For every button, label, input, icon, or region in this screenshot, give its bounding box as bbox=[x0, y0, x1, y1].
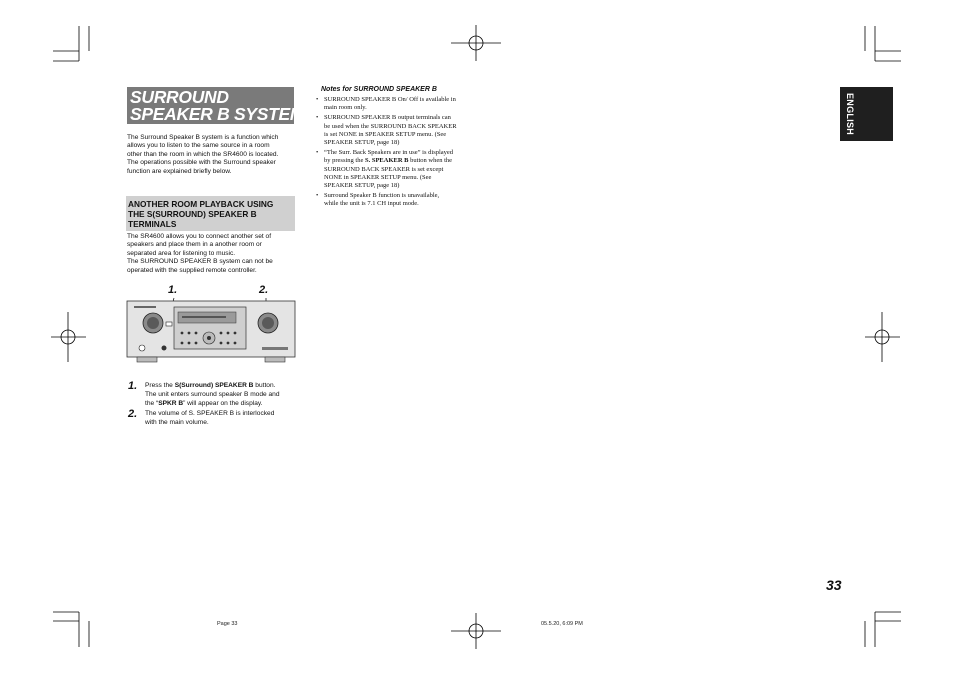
receiver-foot-right bbox=[265, 357, 285, 362]
note-item bbox=[316, 192, 476, 208]
language-tab bbox=[840, 87, 893, 141]
note-item bbox=[316, 96, 476, 112]
step-1-text bbox=[145, 381, 295, 408]
note-line: be used when the SURROUND BACK SPEAKER bbox=[324, 122, 457, 130]
section-paragraph bbox=[127, 233, 295, 275]
step-2-line: with the main volume. bbox=[145, 419, 209, 426]
step-2-line: The volume of S. SPEAKER B is interlocked bbox=[145, 410, 275, 417]
paragraph-line: The SURROUND SPEAKER B system can not be bbox=[127, 258, 273, 266]
step-1-line bbox=[145, 381, 295, 390]
note-button-name: S. SPEAKER B bbox=[364, 157, 409, 165]
page-number: 33 bbox=[826, 577, 842, 593]
note-line: is set NONE in SPEAKER SETUP menu. (See bbox=[324, 130, 447, 138]
step-1-number: 1. bbox=[128, 380, 138, 392]
step-1-prefix: Press the bbox=[145, 382, 175, 389]
title-line-1: SURROUND bbox=[130, 87, 229, 107]
note-line: SPEAKER SETUP, page 18) bbox=[324, 182, 400, 190]
page-title bbox=[127, 87, 305, 124]
notes-list bbox=[316, 96, 476, 211]
intro-line: The Surround Speaker B system is a function which bbox=[127, 134, 279, 141]
note-line: • SURROUND SPEAKER B On/ Off is available in bbox=[324, 96, 456, 103]
section-heading bbox=[126, 196, 295, 231]
step-1-line bbox=[145, 399, 295, 408]
footer-timestamp: 05.5.20, 6:09 PM bbox=[541, 621, 583, 627]
format-logos bbox=[262, 347, 288, 350]
receiver-foot-left bbox=[137, 357, 157, 362]
paragraph-line: operated with the supplied remote controller. bbox=[127, 266, 257, 274]
note-line: • “The Surr. Back Speakers are in use” is displayed bbox=[324, 149, 454, 157]
step-1-line: The unit enters surround speaker B mode and bbox=[145, 391, 280, 398]
note-line bbox=[324, 157, 476, 165]
note-line: SPEAKER SETUP, page 18) bbox=[324, 139, 400, 147]
section-heading-line: THE S(SURROUND) SPEAKER B bbox=[128, 209, 257, 219]
paragraph-line: separated area for listening to music. bbox=[127, 249, 236, 257]
step-1-suffix: ” will appear on the display. bbox=[183, 400, 263, 407]
step-1-suffix: button. bbox=[253, 382, 276, 389]
note-item bbox=[316, 149, 476, 190]
note-line: • Surround Speaker B function is unavailable, bbox=[324, 192, 440, 200]
note-line: while the unit is 7.1 CH input mode. bbox=[324, 200, 419, 208]
intro-line: allows you to listen to the same source in a room bbox=[127, 142, 270, 150]
note-suffix: button when the bbox=[408, 157, 453, 165]
language-tab-label: ENGLISH bbox=[845, 92, 855, 136]
notes-heading: Notes for SURROUND SPEAKER B bbox=[321, 86, 437, 93]
footer-page-label: Page 33 bbox=[217, 621, 238, 627]
intro-line: The operations possible with the Surround speaker bbox=[127, 159, 276, 167]
note-line: NONE in SPEAKER SETUP menu. (See bbox=[324, 173, 432, 181]
cursor-pad-center bbox=[207, 336, 211, 340]
power-button bbox=[139, 345, 145, 351]
paragraph-line: speakers and place them in a another room or bbox=[127, 241, 262, 249]
headphone-jack bbox=[162, 346, 167, 351]
step-1-button-name: S(Surround) SPEAKER B bbox=[174, 382, 254, 389]
figure-callout-1: 1. bbox=[168, 284, 178, 296]
paragraph-line: The SR4600 allows you to connect another set of bbox=[127, 233, 272, 240]
section-heading-line: ANOTHER ROOM PLAYBACK USING bbox=[128, 199, 274, 209]
note-line: • SURROUND SPEAKER B output terminals can bbox=[324, 114, 451, 122]
brand-logo-mark bbox=[134, 306, 156, 308]
receiver-front-panel-illustration bbox=[120, 292, 300, 367]
step-1-prefix: the “ bbox=[145, 400, 159, 407]
fl-display-segment bbox=[182, 316, 226, 318]
note-item bbox=[316, 114, 476, 147]
step-2-number: 2. bbox=[128, 408, 138, 420]
master-volume-knob-center bbox=[262, 317, 274, 329]
figure-callout-2: 2. bbox=[259, 284, 269, 296]
note-line: SURROUND BACK SPEAKER is set except bbox=[324, 165, 444, 173]
title-line-2: SPEAKER B SYSTEM bbox=[130, 104, 305, 124]
intro-paragraph bbox=[127, 134, 295, 176]
input-selector-knob-center bbox=[147, 317, 159, 329]
step-1-display-text: SPKR B bbox=[158, 400, 184, 407]
step-2-text bbox=[145, 409, 295, 427]
note-prefix: by pressing the bbox=[324, 157, 365, 165]
intro-line: other than the room in which the SR4600 is located. bbox=[127, 150, 279, 158]
s-speaker-b-button bbox=[166, 322, 172, 326]
intro-line: function are explained briefly below. bbox=[127, 167, 232, 175]
note-line: main room only. bbox=[324, 104, 367, 112]
section-heading-line: TERMINALS bbox=[128, 219, 177, 229]
